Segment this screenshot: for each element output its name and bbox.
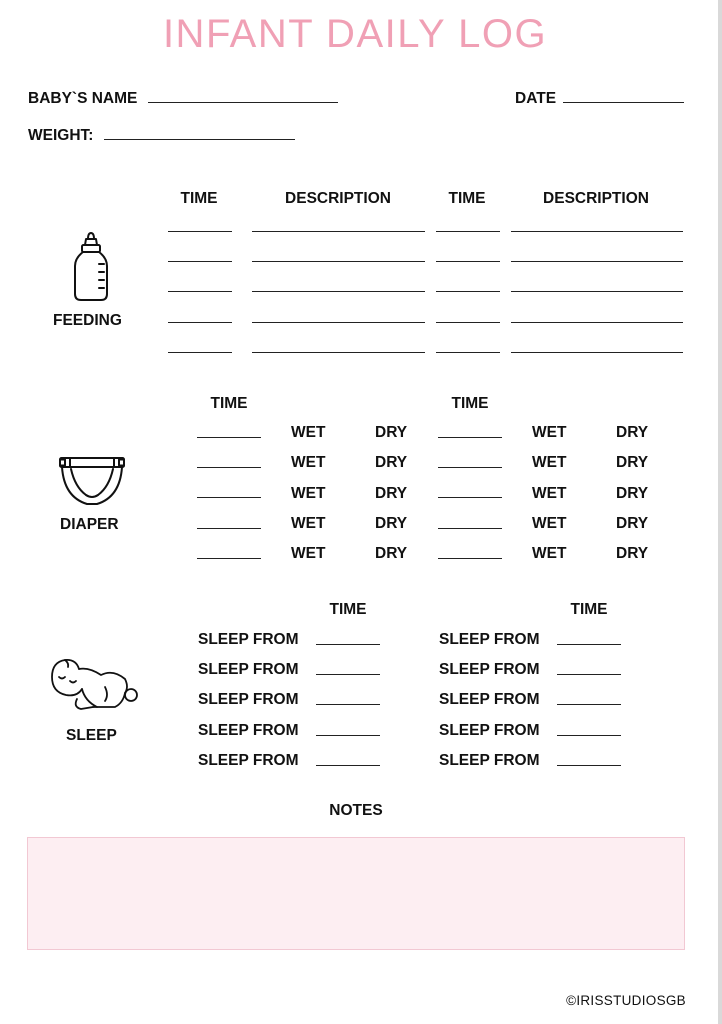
- sleep-from-label: SLEEP FROM: [198, 661, 299, 678]
- sleep-from-label: SLEEP FROM: [439, 691, 540, 708]
- diaper-time-line[interactable]: [197, 467, 261, 468]
- diaper-time-line[interactable]: [438, 497, 502, 498]
- wet-option[interactable]: WET: [291, 545, 326, 562]
- diaper-time-line[interactable]: [197, 558, 261, 559]
- baby-name-line[interactable]: [148, 102, 338, 103]
- feeding-description-line[interactable]: [511, 291, 683, 292]
- feeding-time-line[interactable]: [168, 322, 232, 323]
- dry-option[interactable]: DRY: [616, 515, 649, 532]
- sleep-time-header-1: TIME: [329, 601, 367, 618]
- feeding-time-line[interactable]: [436, 231, 500, 232]
- feeding-description-line[interactable]: [511, 231, 683, 232]
- sleep-time-line[interactable]: [557, 644, 621, 645]
- wet-option[interactable]: WET: [291, 424, 326, 441]
- dry-option[interactable]: DRY: [375, 515, 408, 532]
- dry-option[interactable]: DRY: [616, 454, 649, 471]
- sleep-from-label: SLEEP FROM: [198, 691, 299, 708]
- wet-option[interactable]: WET: [532, 454, 567, 471]
- weight-label: WEIGHT:: [28, 127, 94, 144]
- dry-option[interactable]: DRY: [375, 424, 408, 441]
- sleep-from-label: SLEEP FROM: [439, 631, 540, 648]
- diaper-label: DIAPER: [60, 516, 119, 533]
- notes-box[interactable]: [27, 837, 685, 950]
- wet-option[interactable]: WET: [291, 485, 326, 502]
- diaper-time-header-2: TIME: [451, 395, 489, 412]
- feeding-description-line[interactable]: [511, 352, 683, 353]
- diaper-time-line[interactable]: [197, 528, 261, 529]
- feeding-time-line[interactable]: [168, 291, 232, 292]
- sleep-time-line[interactable]: [557, 735, 621, 736]
- date-line[interactable]: [563, 102, 684, 103]
- wet-option[interactable]: WET: [532, 545, 567, 562]
- diaper-time-line[interactable]: [197, 437, 261, 438]
- diaper-time-line[interactable]: [438, 528, 502, 529]
- sleep-from-label: SLEEP FROM: [439, 722, 540, 739]
- wet-option[interactable]: WET: [532, 515, 567, 532]
- feeding-time-line[interactable]: [436, 322, 500, 323]
- feeding-description-line[interactable]: [252, 231, 425, 232]
- diaper-time-header-1: TIME: [210, 395, 248, 412]
- wet-option[interactable]: WET: [532, 424, 567, 441]
- page-edge: [718, 0, 722, 1024]
- diaper-time-line[interactable]: [197, 497, 261, 498]
- feeding-time-line[interactable]: [436, 261, 500, 262]
- sleep-from-label: SLEEP FROM: [439, 752, 540, 769]
- date-label: DATE: [515, 90, 557, 107]
- baby-bottle-icon: [70, 230, 112, 302]
- dry-option[interactable]: DRY: [616, 424, 649, 441]
- copyright-text: ©IRISSTUDIOSGB: [566, 993, 686, 1008]
- dry-option[interactable]: DRY: [375, 545, 408, 562]
- sleep-time-line[interactable]: [316, 704, 380, 705]
- sleep-time-line[interactable]: [316, 674, 380, 675]
- feeding-time-line[interactable]: [168, 261, 232, 262]
- feeding-time-line[interactable]: [168, 352, 232, 353]
- feeding-description-header-2: DESCRIPTION: [543, 190, 649, 207]
- diaper-time-line[interactable]: [438, 437, 502, 438]
- sleep-time-line[interactable]: [316, 735, 380, 736]
- sleep-from-label: SLEEP FROM: [198, 631, 299, 648]
- sleep-label: SLEEP: [66, 727, 117, 744]
- dry-option[interactable]: DRY: [616, 485, 649, 502]
- feeding-time-line[interactable]: [436, 291, 500, 292]
- sleep-from-label: SLEEP FROM: [198, 752, 299, 769]
- feeding-time-line[interactable]: [168, 231, 232, 232]
- feeding-description-line[interactable]: [252, 291, 425, 292]
- feeding-time-header-1: TIME: [180, 190, 218, 207]
- sleeping-baby-icon: [49, 657, 141, 715]
- dry-option[interactable]: DRY: [616, 545, 649, 562]
- dry-option[interactable]: DRY: [375, 454, 408, 471]
- sleep-time-line[interactable]: [316, 765, 380, 766]
- diaper-time-line[interactable]: [438, 558, 502, 559]
- feeding-time-header-2: TIME: [448, 190, 486, 207]
- sleep-time-line[interactable]: [557, 765, 621, 766]
- sleep-time-line[interactable]: [557, 704, 621, 705]
- feeding-description-line[interactable]: [511, 322, 683, 323]
- dry-option[interactable]: DRY: [375, 485, 408, 502]
- wet-option[interactable]: WET: [291, 454, 326, 471]
- feeding-description-line[interactable]: [252, 261, 425, 262]
- page-title: INFANT DAILY LOG: [162, 12, 548, 56]
- wet-option[interactable]: WET: [532, 485, 567, 502]
- feeding-description-line[interactable]: [252, 352, 425, 353]
- feeding-description-line[interactable]: [511, 261, 683, 262]
- sleep-time-header-2: TIME: [570, 601, 608, 618]
- sleep-time-line[interactable]: [316, 644, 380, 645]
- feeding-time-line[interactable]: [436, 352, 500, 353]
- wet-option[interactable]: WET: [291, 515, 326, 532]
- notes-label: NOTES: [329, 802, 383, 819]
- weight-line[interactable]: [104, 139, 295, 140]
- sleep-time-line[interactable]: [557, 674, 621, 675]
- sleep-from-label: SLEEP FROM: [198, 722, 299, 739]
- baby-name-label: BABY`S NAME: [28, 90, 138, 107]
- feeding-label: FEEDING: [53, 312, 122, 329]
- feeding-description-line[interactable]: [252, 322, 425, 323]
- diaper-time-line[interactable]: [438, 467, 502, 468]
- diaper-icon: [57, 455, 127, 507]
- sleep-from-label: SLEEP FROM: [439, 661, 540, 678]
- feeding-description-header-1: DESCRIPTION: [285, 190, 391, 207]
